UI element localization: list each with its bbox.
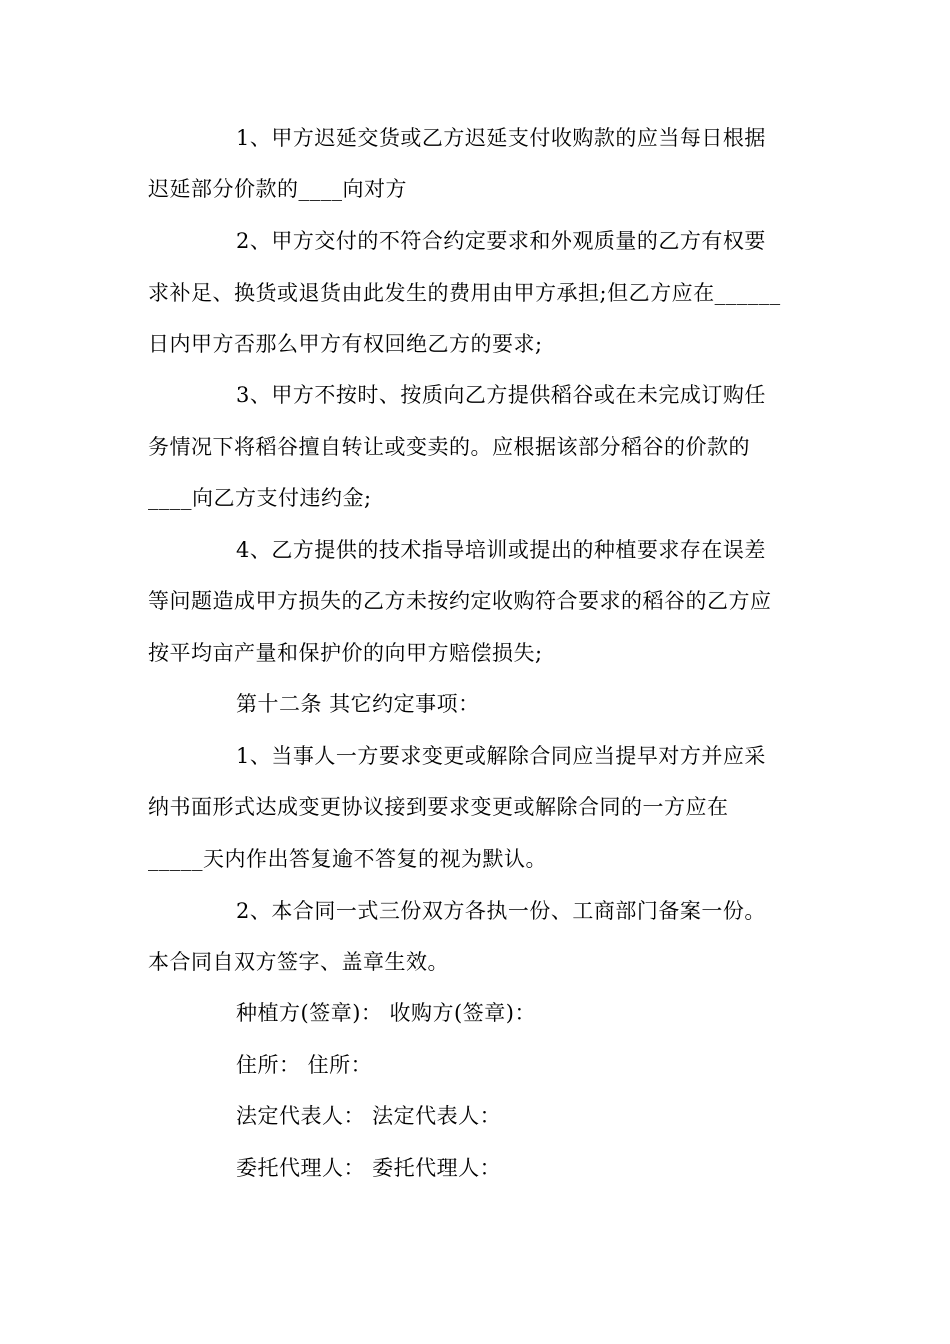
- other-clause-1-line-1: 1、当事人一方要求变更或解除合同应当提早对方并应采: [236, 744, 766, 768]
- clause-1-line-2: 迟延部分价款的____向对方: [148, 177, 407, 201]
- authorized-agent-line: 委托代理人： 委托代理人：: [236, 1156, 502, 1180]
- other-clause-2-line-2: 本合同自双方签字、盖章生效。: [148, 950, 449, 974]
- other-clause-1-line-3: _____天内作出答复逾不答复的视为默认。: [148, 847, 547, 871]
- other-clause-1-line-2: 纳书面形式达成变更协议接到要求变更或解除合同的一方应在: [148, 795, 729, 819]
- clause-2-line-3: 日内甲方否那么甲方有权回绝乙方的要求;: [148, 332, 543, 356]
- clause-2-line-2: 求补足、换货或退货由此发生的费用由甲方承担;但乙方应在______: [148, 281, 781, 305]
- other-clause-2-line-1: 2、本合同一式三份双方各执一份、工商部门备案一份。: [236, 899, 766, 923]
- article-12-heading: 第十二条 其它约定事项：: [236, 692, 480, 716]
- signature-seal-line: 种植方(签章)： 收购方(签章)：: [236, 1001, 536, 1025]
- clause-4-line-1: 4、乙方提供的技术指导培训或提出的种植要求存在误差: [236, 538, 766, 562]
- clause-3-line-1: 3、甲方不按时、按质向乙方提供稻谷或在未完成订购任: [236, 383, 766, 407]
- clause-4-line-3: 按平均亩产量和保护价的向甲方赔偿损失;: [148, 641, 543, 665]
- clause-2-line-1: 2、甲方交付的不符合约定要求和外观质量的乙方有权要: [236, 229, 766, 253]
- clause-3-line-2: 务情况下将稻谷擅自转让或变卖的。应根据该部分稻谷的价款的: [148, 435, 750, 459]
- clause-4-line-2: 等问题造成甲方损失的乙方未按约定收购符合要求的稻谷的乙方应: [148, 589, 772, 613]
- address-line: 住所： 住所：: [236, 1053, 373, 1077]
- clause-1-line-1: 1、甲方迟延交货或乙方迟延支付收购款的应当每日根据: [236, 126, 766, 150]
- clause-3-line-3: ____向乙方支付违约金;: [148, 486, 372, 510]
- legal-representative-line: 法定代表人： 法定代表人：: [236, 1104, 502, 1128]
